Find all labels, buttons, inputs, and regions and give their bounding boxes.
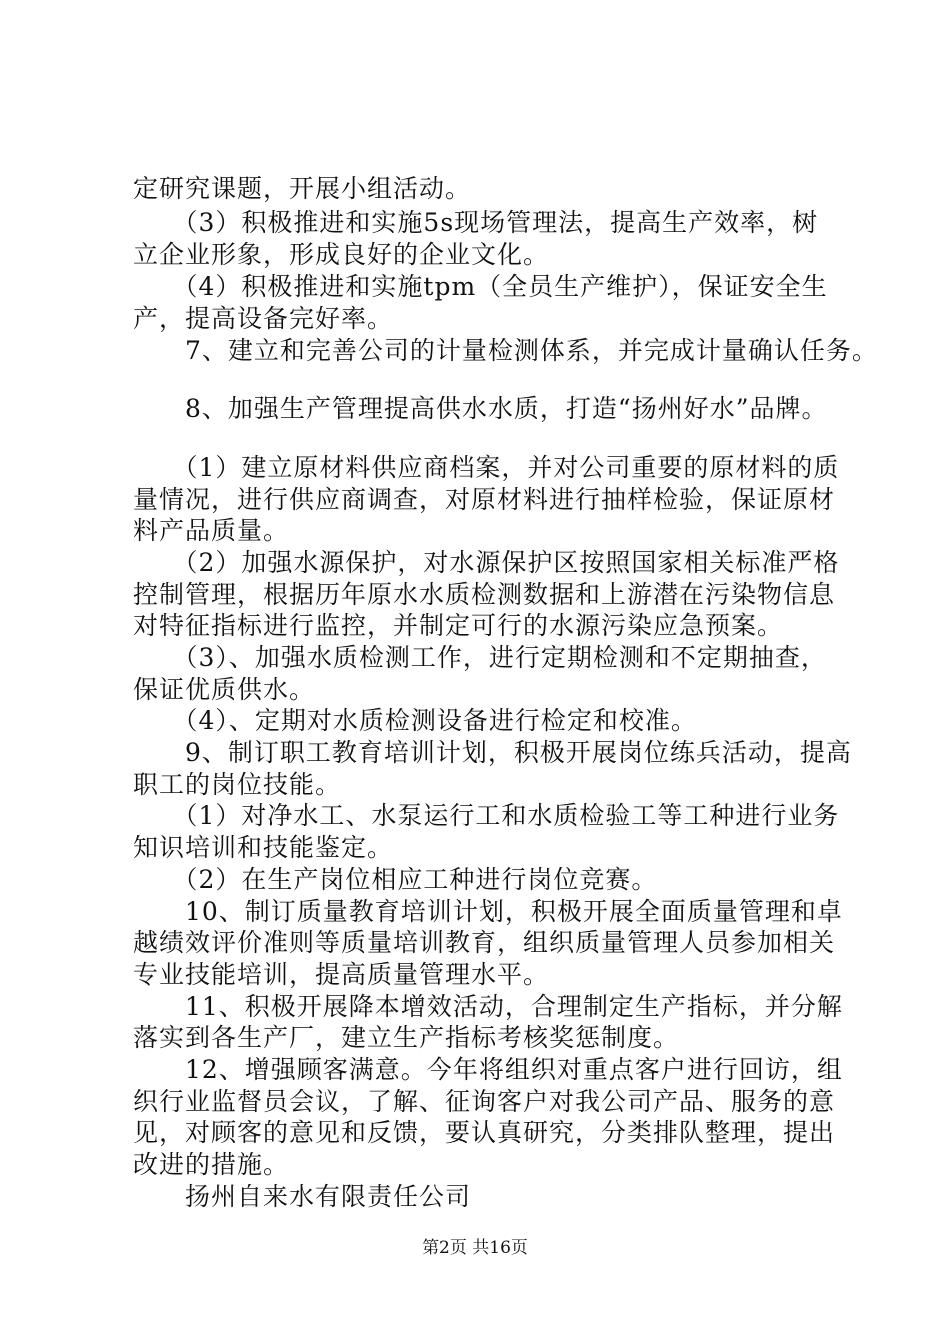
text-line: 改进的措施。 (133, 1150, 290, 1179)
text-line: （2）加强水源保护，对水源保护区按照国家相关标准严格 (133, 548, 840, 577)
text-line: 7、建立和完善公司的计量检测体系，并完成计量确认任务。 (133, 336, 878, 365)
text-line: 定研究课题，开展小组活动。 (133, 174, 472, 203)
text-line: 落实到各生产厂，建立生产指标考核奖惩制度。 (133, 1023, 680, 1052)
text-line: （2）在生产岗位相应工种进行岗位竞赛。 (133, 865, 658, 894)
text-line: 扬州自来水有限责任公司 (133, 1182, 472, 1211)
text-line: （4）、定期对水质检测设备进行检定和校准。 (133, 706, 697, 735)
text-line: （1）建立原材料供应商档案，并对公司重要的原材料的质 (133, 453, 840, 482)
text-line: （3）积极推进和实施5s现场管理法，提高生产效率，树 (133, 208, 819, 237)
text-line: 立企业形象，形成良好的企业文化。 (133, 240, 550, 269)
text-line: 见，对顾客的意见和反馈，要认真研究，分类排队整理，提出 (133, 1118, 836, 1147)
page-number-footer: 第2页 共16页 (422, 1238, 528, 1258)
text-line: 专业技能培训，提高质量管理水平。 (133, 960, 550, 989)
text-line: 量情况，进行供应商调查，对原材料进行抽样检验，保证原材 (133, 485, 836, 514)
text-line: （1）对净水工、水泵运行工和水质检验工等工种进行业务 (133, 801, 840, 830)
text-line: 10、制订质量教育培训计划，积极开展全面质量管理和卓 (133, 897, 843, 926)
text-line: 对特征指标进行监控，并制定可行的水源污染应急预案。 (133, 611, 784, 640)
text-line: 12、增强顾客满意。今年将组织对重点客户进行回访，组 (133, 1055, 843, 1084)
text-line: 越绩效评价准则等质量培训教育，组织质量管理人员参加相关 (133, 928, 836, 957)
text-line: 11、积极开展降本增效活动，合理制定生产指标，并分解 (133, 992, 843, 1021)
text-line: （4）积极推进和实施tpm（全员生产维护），保证安全生 (133, 272, 828, 301)
text-line: 保证优质供水。 (133, 675, 316, 704)
text-line: （3）、加强水质检测工作，进行定期检测和不定期抽查， (133, 643, 827, 672)
text-line: 控制管理，根据历年原水水质检测数据和上游潜在污染物信息 (133, 580, 836, 609)
text-line: 职工的岗位技能。 (133, 770, 342, 799)
text-line: 9、制订职工教育培训计划，积极开展岗位练兵活动，提高 (133, 738, 852, 767)
text-line: 料产品质量。 (133, 516, 290, 545)
text-line: 产，提高设备完好率。 (133, 304, 394, 333)
text-line: 8、加强生产管理提高供水水质，打造“扬州好水”品牌。 (133, 394, 828, 423)
text-line: 知识培训和技能鉴定。 (133, 833, 394, 862)
text-line: 织行业监督员会议，了解、征询客户对我公司产品、服务的意 (133, 1087, 836, 1116)
